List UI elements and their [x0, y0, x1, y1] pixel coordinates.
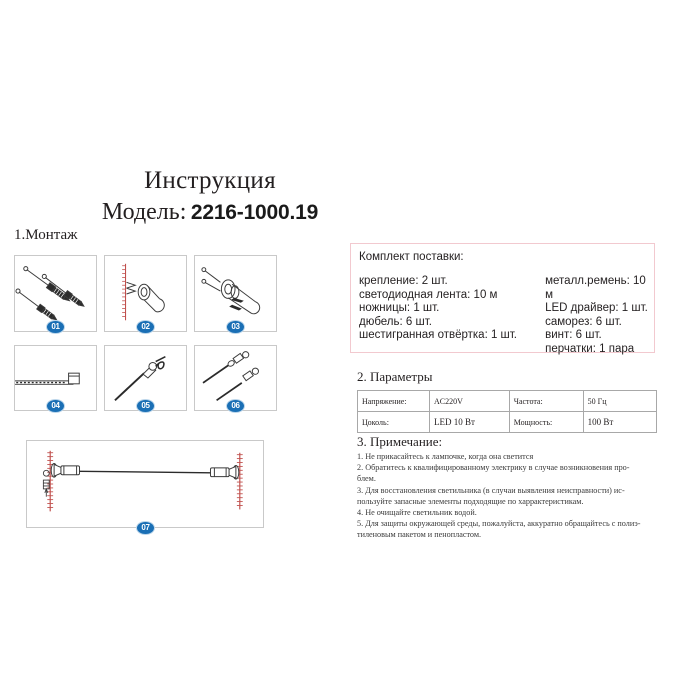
- notes-heading: 3. Примечание:: [357, 434, 443, 449]
- parts-item: металл.ремень: 10 м: [545, 275, 646, 301]
- parts-item: шестигранная отвёртка: 1 шт.: [359, 329, 517, 342]
- notes-list: [357, 451, 655, 541]
- table-row: [358, 412, 657, 433]
- parts-item: саморез: 6 шт.: [545, 315, 622, 328]
- parts-list-box: [350, 243, 655, 353]
- model-value: 2216-1000.19: [190, 201, 319, 224]
- parts-item: LED драйвер: 1 шт.: [545, 302, 648, 315]
- note-line: 2. Обратитесь к квалифицированному электрику в случае возникновения про-: [357, 463, 630, 473]
- param-key-power: Мощность:: [509, 412, 583, 433]
- step-badge-07: 07: [136, 521, 155, 535]
- param-key-socket: Цоколь:: [358, 412, 430, 433]
- note-line: 5. Для защиты окружающей среды, пожалуйста, аккуратно обращайтесь с полиэ-: [357, 519, 641, 529]
- parts-item: дюбель: 6 шт.: [359, 315, 432, 328]
- title-block: [0, 166, 420, 229]
- model-label: Модель:: [101, 199, 187, 225]
- model-row: [0, 198, 420, 229]
- note-line: 3. Для восстановления светильника (в случаи выявления неисправности) ис-: [357, 485, 625, 495]
- parts-item: крепление: 2 шт.: [359, 275, 448, 287]
- cable-spanning-two-walls-diagram: [27, 441, 263, 527]
- param-key-voltage: Напряжение:: [358, 391, 430, 412]
- parts-list-left-column: [359, 275, 545, 357]
- table-row: [358, 391, 657, 412]
- step-badge-03: 03: [226, 320, 245, 334]
- param-value-socket: LED 10 Вт: [430, 412, 510, 433]
- assembly-panel-07: [26, 440, 264, 528]
- note-line: блем.: [357, 474, 376, 484]
- note-line: тиленовым пакетом и пенопластом.: [357, 530, 482, 540]
- param-key-frequency: Частота:: [509, 391, 583, 412]
- parts-item: светодиодная лента: 10 м: [359, 288, 498, 301]
- note-line: 4. Не очищайте светильник водой.: [357, 508, 477, 518]
- parts-item: винт: 6 шт.: [545, 329, 602, 342]
- param-value-power: 100 Вт: [583, 412, 656, 433]
- parts-item: ножницы: 1 шт.: [359, 302, 440, 315]
- assembly-heading: 1.Монтаж: [14, 227, 78, 243]
- parameters-heading: 2. Параметры: [357, 369, 433, 384]
- step-badge-02: 02: [136, 320, 155, 334]
- step-badge-05: 05: [136, 399, 155, 413]
- step-badge-04: 04: [46, 399, 65, 413]
- step-badge-06: 06: [226, 399, 245, 413]
- note-line: 1. Не прикасайтесь к лампочке, когда она светится: [357, 452, 534, 461]
- parts-list-columns: [359, 275, 654, 357]
- parameters-table: [357, 390, 657, 433]
- parts-list-title: Комплект поставки:: [359, 251, 464, 263]
- parts-list-right-column: [545, 275, 654, 357]
- parts-item: перчатки: 1 пара: [545, 342, 635, 355]
- note-line: пользуйте запасные элементы подходящие по харрактеристикам.: [357, 496, 584, 506]
- page-title: Инструкция: [144, 167, 276, 194]
- step-badge-01: 01: [46, 320, 65, 334]
- param-value-voltage: AC220V: [430, 391, 510, 412]
- param-value-frequency: 50 Гц: [583, 391, 656, 412]
